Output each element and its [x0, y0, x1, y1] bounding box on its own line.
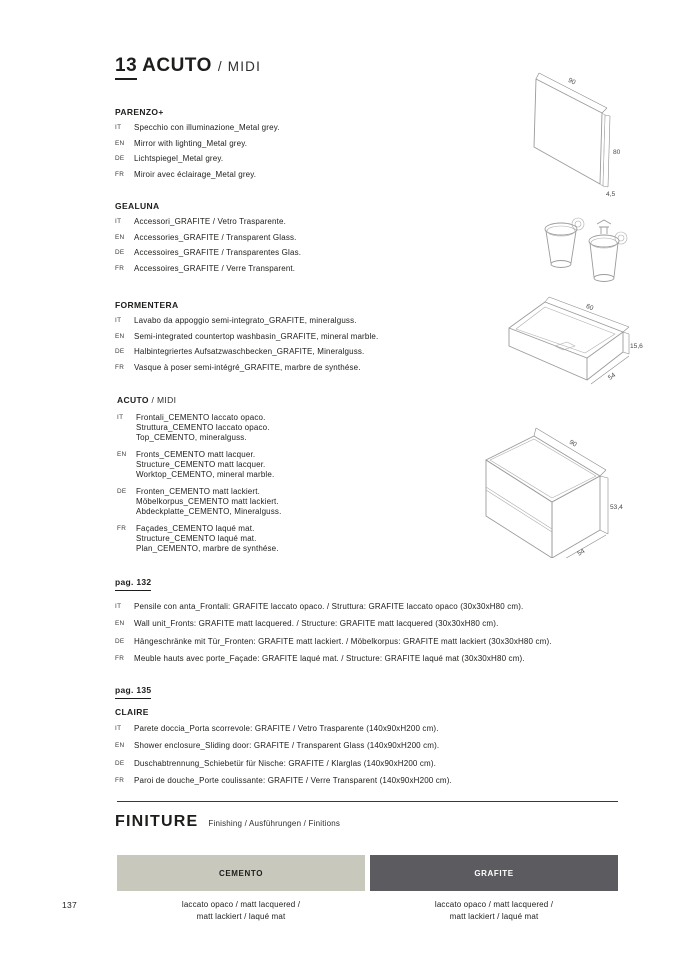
svg-text:53,4: 53,4: [610, 504, 623, 511]
section-pag-135: [115, 680, 660, 794]
lang-label: FR: [115, 264, 125, 272]
section-heading: FORMENTERA: [115, 300, 179, 310]
lang-text: Parete doccia_Porta scorrevole: GRAFITE / Vetro Trasparente (140x90xH200 cm).: [134, 723, 439, 733]
lang-text: Fronten_CEMENTO matt lackiert. Möbelkorpus_CEMENTO matt lackiert. Abdeckplatte_CEMENTO, Mineralguss.: [136, 487, 282, 516]
lang-text: Accessoires_GRAFITE / Transparentes Glas.: [134, 248, 302, 257]
lang-text: Vasque à poser semi-intégré_GRAFITE, marbre de synthése.: [134, 362, 361, 372]
finiture-title: FINITURE: [115, 813, 199, 830]
lang-row: [115, 602, 660, 612]
svg-text:54: 54: [607, 371, 618, 382]
lang-label: FR: [115, 363, 125, 371]
section-heading: PARENZO+: [115, 107, 164, 117]
lang-text: Accessories_GRAFITE / Transparent Glass.: [134, 232, 297, 242]
lang-label: IT: [115, 124, 122, 131]
lang-text: Hängeschränke mit Tür_Fronten: GRAFITE matt lackiert. / Möbelkorpus: GRAFITE matt lackiert (30x30xH80 cm).: [134, 636, 552, 646]
accessories-drawing: [533, 207, 637, 287]
lang-text: Semi-integrated countertop washbasin_GRAFITE, mineral marble.: [134, 331, 379, 341]
lang-label: EN: [115, 620, 125, 627]
lang-label: DE: [115, 637, 125, 645]
lang-text: Miroir avec éclairage_Metal grey.: [134, 169, 257, 179]
svg-text:90: 90: [566, 76, 577, 87]
svg-text:4,5: 4,5: [606, 191, 616, 198]
lang-row: [115, 637, 660, 647]
swatch-cemento: [117, 855, 365, 891]
lang-label: EN: [115, 139, 125, 147]
page-ref-heading: pag. 132: [115, 577, 151, 591]
lang-label: FR: [117, 525, 127, 532]
lang-text: Halbintegriertes Aufsatzwaschbecken_GRAFITE, Mineralguss.: [134, 347, 365, 356]
lang-label: EN: [115, 332, 125, 340]
lang-row: [115, 741, 660, 751]
page-ref-heading: pag. 135: [115, 685, 151, 699]
swatch-label: GRAFITE: [474, 868, 514, 878]
page-number: 137: [62, 900, 78, 910]
lang-text: Façades_CEMENTO laqué mat. Structure_CEMENTO laqué mat. Plan_CEMENTO, marbre de synthése.: [136, 524, 279, 553]
section-heading-name: ACUTO: [117, 395, 149, 405]
lang-label: FR: [115, 655, 125, 662]
lang-label: IT: [117, 414, 124, 421]
svg-text:80: 80: [613, 149, 621, 156]
washbasin-illustration: [503, 296, 643, 386]
lang-label: FR: [115, 777, 125, 784]
page-title: [115, 55, 261, 80]
lang-text: Accessoires_GRAFITE / Verre Transparent.: [134, 263, 296, 273]
page-title-variant: / MIDI: [217, 59, 262, 74]
svg-text:54: 54: [576, 547, 587, 558]
swatch-column-grafite: [370, 855, 618, 923]
section-heading: GEALUNA: [115, 201, 160, 211]
lang-text: Fronts_CEMENTO matt lacquer. Structure_CEMENTO matt lacquer. Worktop_CEMENTO, mineral marble.: [136, 450, 275, 479]
lang-text: Duschabtrennung_Schiebetür für Nische: GRAFITE / Klarglas (140x90xH200 cm).: [134, 758, 437, 768]
washbasin-drawing: [503, 296, 643, 386]
lang-label: IT: [115, 317, 122, 324]
finish-swatches: [117, 855, 618, 923]
svg-text:90: 90: [567, 438, 578, 449]
lang-text: Frontali_CEMENTO laccato opaco. Struttura_CEMENTO laccato opaco. Top_CEMENTO, mineralguss.: [136, 413, 270, 442]
lang-text: Pensile con anta_Frontali: GRAFITE laccato opaco. / Struttura: GRAFITE laccato opaco (30x30xH80 cm).: [134, 601, 524, 611]
swatch-column-cemento: [117, 855, 365, 923]
finiture-heading: [115, 813, 340, 831]
lang-label: IT: [115, 602, 122, 610]
lang-text: Specchio con illuminazione_Metal grey.: [134, 123, 280, 132]
swatch-caption: laccato opaco / matt lacquered / matt lackiert / laqué mat: [434, 900, 554, 921]
swatch-caption: laccato opaco / matt lacquered / matt lackiert / laqué mat: [181, 900, 301, 921]
section-heading: [117, 395, 662, 405]
lang-text: Lavabo da appoggio semi-integrato_GRAFITE, mineralguss.: [134, 316, 357, 325]
page-title-number: 13: [115, 55, 137, 80]
section-heading-variant: / MIDI: [151, 395, 177, 405]
lang-label: IT: [115, 218, 122, 225]
lang-text: Mirror with lighting_Metal grey.: [134, 138, 248, 148]
lang-row: [115, 776, 660, 786]
lang-label: EN: [115, 233, 125, 241]
lang-row: [115, 654, 660, 664]
lang-label: DE: [115, 155, 125, 162]
lang-text: Wall unit_Fronts: GRAFITE matt lacquered. / Structure: GRAFITE matt lacquered (30x30xH80 cm).: [134, 619, 499, 628]
lang-label: DE: [117, 488, 127, 495]
lang-text: Paroi de douche_Porte coulissante: GRAFITE / Verre Transparent (140x90xH200 cm).: [134, 776, 452, 785]
lang-label: DE: [115, 759, 125, 767]
vanity-illustration: [470, 416, 628, 558]
lang-row: [115, 759, 660, 769]
lang-text: Lichtspiegel_Metal grey.: [134, 154, 224, 163]
page-title-name: ACUTO: [142, 55, 212, 76]
lang-row: [115, 724, 660, 734]
svg-text:15,6: 15,6: [630, 343, 643, 350]
swatch-label: CEMENTO: [218, 868, 264, 878]
accessories-illustration: [533, 207, 637, 287]
lang-text: Meuble hauts avec porte_Façade: GRAFITE laqué mat. / Structure: GRAFITE laqué mat (30x30xH80 cm).: [134, 654, 525, 663]
svg-text:60: 60: [584, 303, 595, 313]
lang-label: DE: [115, 249, 125, 256]
lang-label: IT: [115, 724, 122, 732]
lang-text: Accessori_GRAFITE / Vetro Trasparente.: [134, 217, 286, 226]
finiture-subtitle: Finishing / Ausführungen / Finitions: [208, 819, 341, 828]
lang-text: Shower enclosure_Sliding door: GRAFITE / Transparent Glass (140x90xH200 cm).: [134, 741, 440, 750]
mirror-illustration: [503, 70, 643, 198]
swatch-grafite: [370, 855, 618, 891]
lang-row: [115, 619, 660, 629]
section-subheading: CLAIRE: [115, 706, 149, 717]
lang-label: DE: [115, 348, 125, 355]
lang-label: FR: [115, 170, 125, 178]
section-divider: [117, 801, 618, 802]
vanity-drawing: [470, 416, 628, 558]
lang-label: EN: [117, 451, 127, 458]
mirror-drawing: [503, 70, 643, 198]
lang-label: EN: [115, 742, 125, 749]
section-pag-132: [115, 572, 660, 672]
